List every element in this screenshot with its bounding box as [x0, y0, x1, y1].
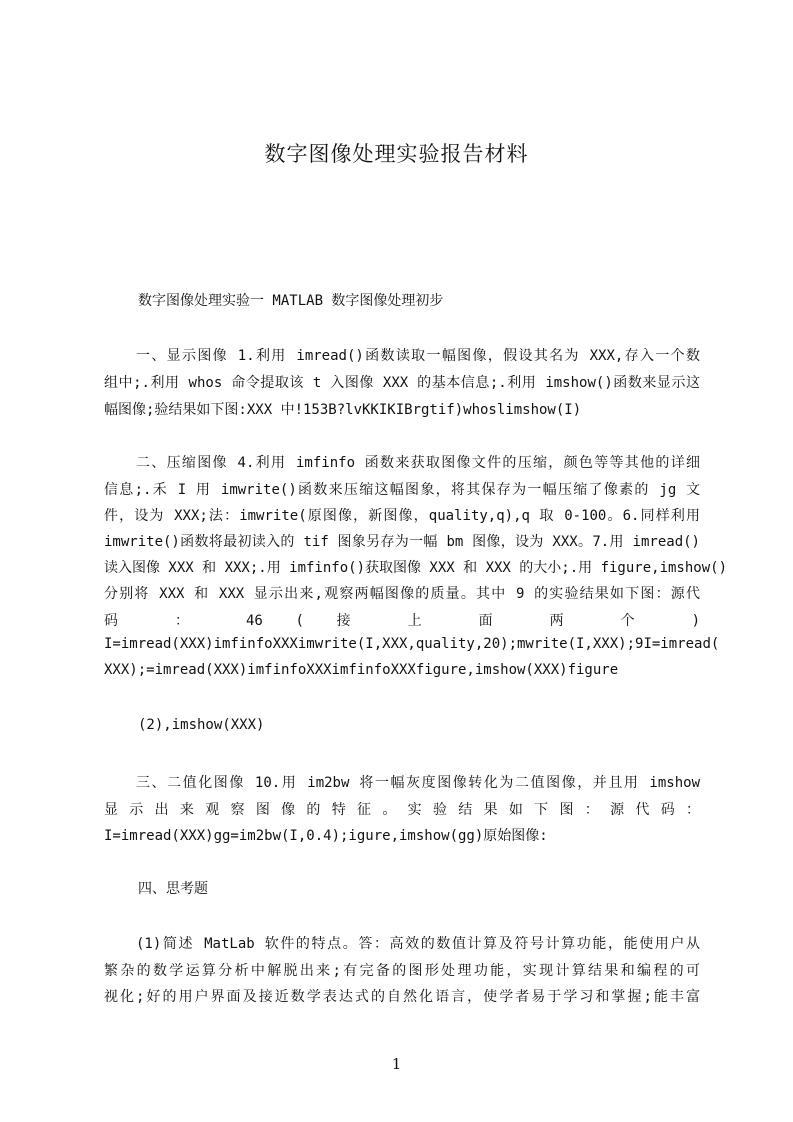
page-number: 1: [391, 1055, 402, 1073]
section3-line-3: I=imread(XXX)gg=im2bw(I,0.4);igure,imshow(gg)原始图像:: [104, 828, 548, 844]
section2-line-7: 码 ： 46 ( 接 上 面 两 个 ): [104, 613, 700, 629]
section2-line-5: 读入图像 XXX 和 XXX;.用 imfinfo()获取图像 XXX 和 XXX 的大小;.用 figure,imshow(): [104, 560, 728, 576]
section4-line-3: 视化;好的用户界面及接近数学表达式的自然化语言，使学者易于学习和掌握;能丰富: [104, 989, 700, 1005]
section2-line-8: I=imread(XXX)imfinfoXXXimwrite(I,XXX,quality,20);mwrite(I,XXX);9I=imread(: [104, 636, 720, 652]
document-title: 数字图像处理实验报告材料: [264, 142, 529, 166]
section4-line-1: (1)简述 MatLab 软件的特点。答：高效的数值计算及符号计算功能，能使用户从: [136, 936, 700, 952]
section2-line-1: 二、压缩图像 4.利用 imfinfo 函数来获取图像文件的压缩，颜色等等其他的详细: [136, 455, 700, 471]
section4-line-2: 繁杂的数学运算分析中解脱出来;有完备的图形处理功能，实现计算结果和编程的可: [104, 963, 700, 979]
section2-extra: (2),imshow(XXX): [138, 717, 265, 733]
section4-heading: 四、思考题: [138, 881, 208, 897]
section2-line-4: imwrite()函数将最初读入的 tif 图象另存为一幅 bm 图像，设为 XXX。7.用 imread(): [104, 534, 700, 550]
section3-line-2: 显 示 出 来 观 察 图 像 的 特 征 。 实 验 结 果 如 下 图 ： 源 代 码 ：: [104, 802, 700, 818]
section1-line-2: 组中;.利用 whos 命令提取该 t 入图像 XXX 的基本信息;.利用 imshow()函数来显示这: [104, 375, 700, 391]
section2-line-2: 信息;.禾 I 用 imwrite()函数来压缩这幅图象，将其保存为一幅压缩了像素的 jg 文: [104, 482, 700, 498]
section2-line-3: 件，设为 XXX;法：imwrite(原图像，新图像，quality,q),q 取 0-100。6.同样利用: [104, 508, 700, 524]
section1-line-1: 一、显示图像 1.利用 imread()函数读取一幅图像，假设其名为 XXX,存入一个数: [136, 348, 700, 364]
experiment-subtitle: 数字图像处理实验一 MATLAB 数字图像处理初步: [138, 293, 444, 309]
section2-line-9: XXX);=imread(XXX)imfinfoXXXimfinfoXXXfigure,imshow(XXX)figure: [104, 662, 619, 678]
section1-line-3: 幅图像;验结果如下图:XXX 中!153B?lvKKIKIBrgtif)whoslimshow(I): [104, 402, 582, 418]
section3-line-1: 三、二值化图像 10.用 im2bw 将一幅灰度图像转化为二值图像，并且用 imshow: [136, 775, 700, 791]
section2-line-6: 分别将 XXX 和 XXX 显示出来,观察两幅图像的质量。其中 9 的实验结果如下图：源代: [104, 586, 700, 602]
